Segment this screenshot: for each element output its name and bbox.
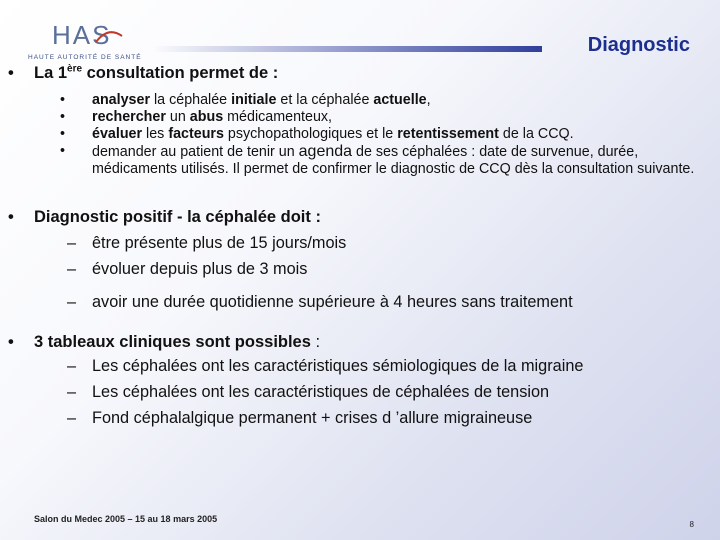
footer-text: Salon du Medec 2005 – 15 au 18 mars 2005 [34,514,218,524]
logo-swoosh-icon [94,26,124,46]
slide-title: Diagnostic [587,34,690,56]
logo-subtitle: HAUTE AUTORITÉ DE SANTÉ [28,54,142,61]
section-heading: La 1ère consultation permet de : [34,63,279,82]
list-item: – Les céphalées ont les caractéristiques sémiologiques de la migraine [67,357,584,375]
list-item: • analyser la céphalée initiale et la céphalée actuelle, [60,92,431,108]
bullet-marker: • [8,333,14,351]
clinical-list [34,353,708,431]
section-positive-diagnosis [8,206,708,315]
title-accent-bar [152,46,542,52]
list-item: • rechercher un abus médicamenteux, [60,109,333,125]
logo-mark: HAS [52,20,112,50]
section-clinical-tables [8,331,708,431]
list-item: – Les céphalées ont les caractéristiques de céphalées de tension [67,383,550,401]
list-item: – avoir une durée quotidienne supérieure à 4 heures sans traitement [67,293,573,311]
list-item: • demander au patient de tenir un agenda de ses céphalées : date de survenue, durée, médicaments utilisés. Il permet de confirmer le diagnostic de CCQ dès la consultation suivante. [60,143,695,177]
page-number: 8 [689,520,694,529]
section-heading: 3 tableaux cliniques sont possibles : [34,333,321,351]
list-item: – être présente plus de 15 jours/mois [67,234,347,252]
consultation-list [34,92,708,178]
list-item: – évoluer depuis plus de 3 mois [67,260,308,278]
bullet-marker: • [8,64,14,82]
section-heading: Diagnostic positif - la céphalée doit : [34,208,321,226]
section-consultation [8,62,708,178]
list-item: – Fond céphalalgique permanent + crises d ’allure migraineuse [67,409,533,427]
criteria-list [34,230,708,315]
bullet-marker: • [8,208,14,226]
slide-content [8,62,708,431]
list-item: • évaluer les facteurs psychopathologiques et le retentissement de la CCQ. [60,126,574,142]
